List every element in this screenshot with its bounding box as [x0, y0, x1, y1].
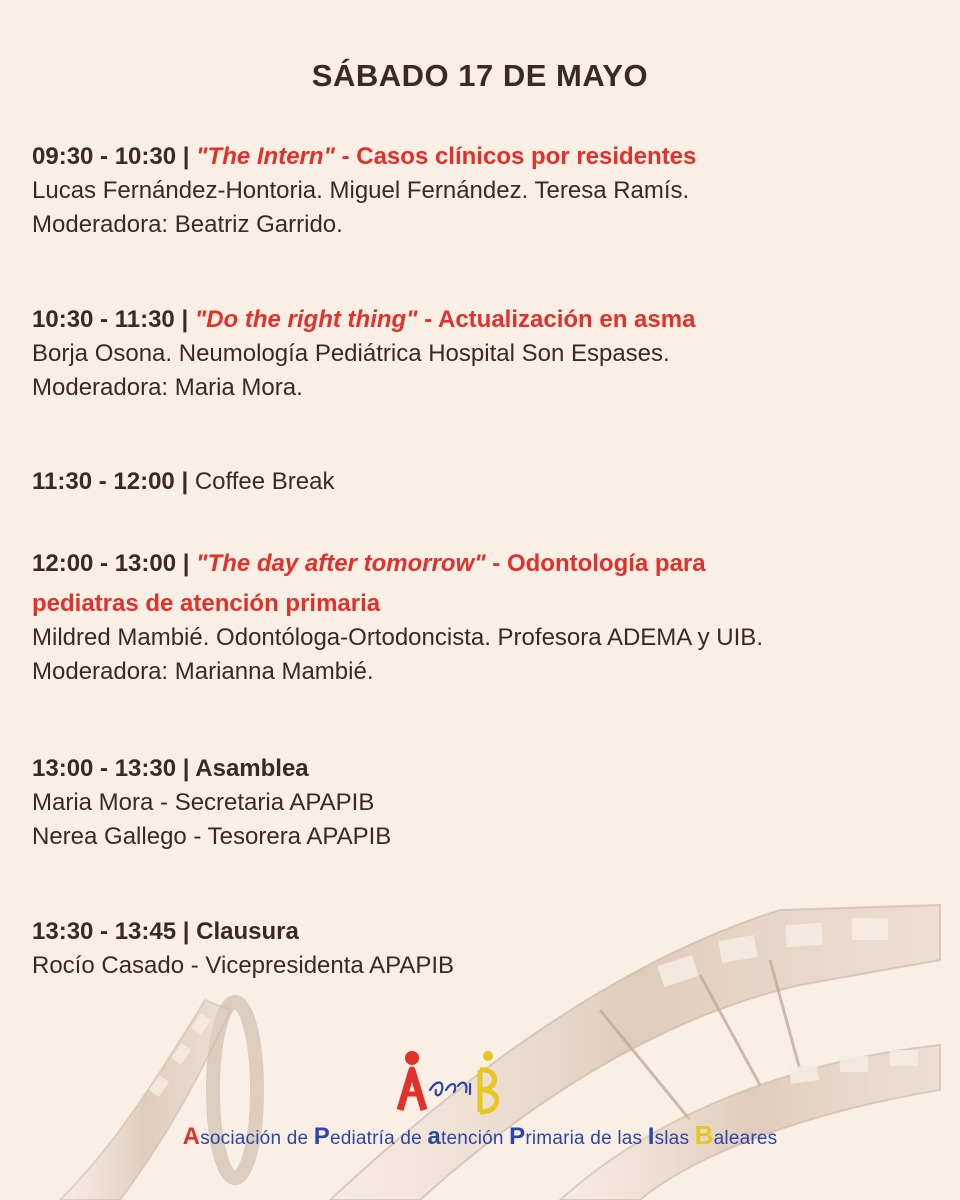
session-person: Nerea Gallego - Tesorera APAPIB	[32, 823, 392, 850]
session-speakers: Lucas Fernández-Hontoria. Miguel Fernández. Teresa Ramís.	[32, 177, 690, 204]
assoc-word-part: ediatría	[329, 1128, 395, 1149]
assoc-word-part: aleares	[713, 1128, 778, 1149]
assoc-connector: de	[281, 1128, 314, 1149]
session-quote: "Do the right thing"	[194, 306, 418, 333]
assoc-word-part: tención	[440, 1128, 504, 1149]
session-heading	[32, 915, 932, 949]
session-topic: - Casos clínicos por residentes	[334, 143, 697, 170]
session-moderator: Moderadora: Marianna Mambié.	[32, 658, 374, 685]
session-heading	[32, 140, 932, 174]
session-topic: - Odontología para	[485, 550, 706, 577]
session-time: 12:00 - 13:00	[32, 550, 177, 577]
assoc-initial: I	[647, 1123, 655, 1150]
assoc-initial: P	[509, 1123, 526, 1150]
assoc-word-part: rimaria	[525, 1128, 585, 1149]
assoc-initial: a	[427, 1123, 441, 1150]
assoc-word-part: sociación	[200, 1128, 282, 1149]
session-item	[32, 465, 932, 499]
session-time: 13:30 - 13:45	[32, 918, 177, 945]
session-quote: "The day after tomorrow"	[196, 550, 486, 577]
assoc-initial: A	[182, 1123, 201, 1150]
session-time: 10:30 - 11:30	[32, 306, 175, 333]
session-label: Asamblea	[195, 755, 309, 782]
session-moderator: Moderadora: Maria Mora.	[32, 374, 303, 401]
session-item	[32, 303, 932, 405]
session-speakers: Mildred Mambié. Odontóloga-Ortodoncista. Profesora ADEMA y UIB.	[32, 624, 763, 651]
assoc-word-part: slas	[654, 1128, 690, 1149]
session-topic: - Actualización en asma	[417, 306, 696, 333]
session-heading	[32, 465, 932, 499]
session-time: 09:30 - 10:30	[32, 143, 177, 170]
separator: |	[174, 468, 195, 495]
session-quote: "The Intern"	[196, 143, 335, 170]
session-time: 13:00 - 13:30	[32, 755, 177, 782]
session-time: 11:30 - 12:00	[32, 468, 175, 495]
assoc-connector: de las	[584, 1128, 648, 1149]
session-heading	[32, 752, 932, 786]
session-person: Rocío Casado - Vicepresidenta APAPIB	[32, 952, 455, 979]
separator: |	[176, 143, 197, 170]
separator: |	[174, 306, 195, 333]
separator: |	[176, 918, 197, 945]
apapib-logo-mark	[396, 1050, 526, 1116]
session-item	[32, 915, 932, 983]
session-heading	[32, 303, 932, 337]
session-break-label: Coffee Break	[194, 468, 335, 495]
session-item	[32, 140, 932, 242]
separator: |	[176, 550, 197, 577]
session-heading	[32, 547, 932, 581]
session-moderator: Moderadora: Beatriz Garrido.	[32, 211, 343, 238]
assoc-initial: P	[313, 1123, 330, 1150]
session-topic-continued: pediatras de atención primaria	[32, 590, 381, 617]
session-label: Clausura	[196, 918, 299, 945]
separator: |	[176, 755, 196, 782]
session-speakers: Borja Osona. Neumología Pediátrica Hospital Son Espases.	[32, 340, 670, 367]
session-item	[32, 752, 932, 854]
session-item	[32, 547, 932, 689]
page-title: SÁBADO 17 DE MAYO	[311, 58, 649, 93]
association-name	[0, 1120, 960, 1151]
session-person: Maria Mora - Secretaria APAPIB	[32, 789, 375, 816]
assoc-initial: B	[694, 1120, 714, 1150]
assoc-connector: de	[394, 1128, 428, 1149]
